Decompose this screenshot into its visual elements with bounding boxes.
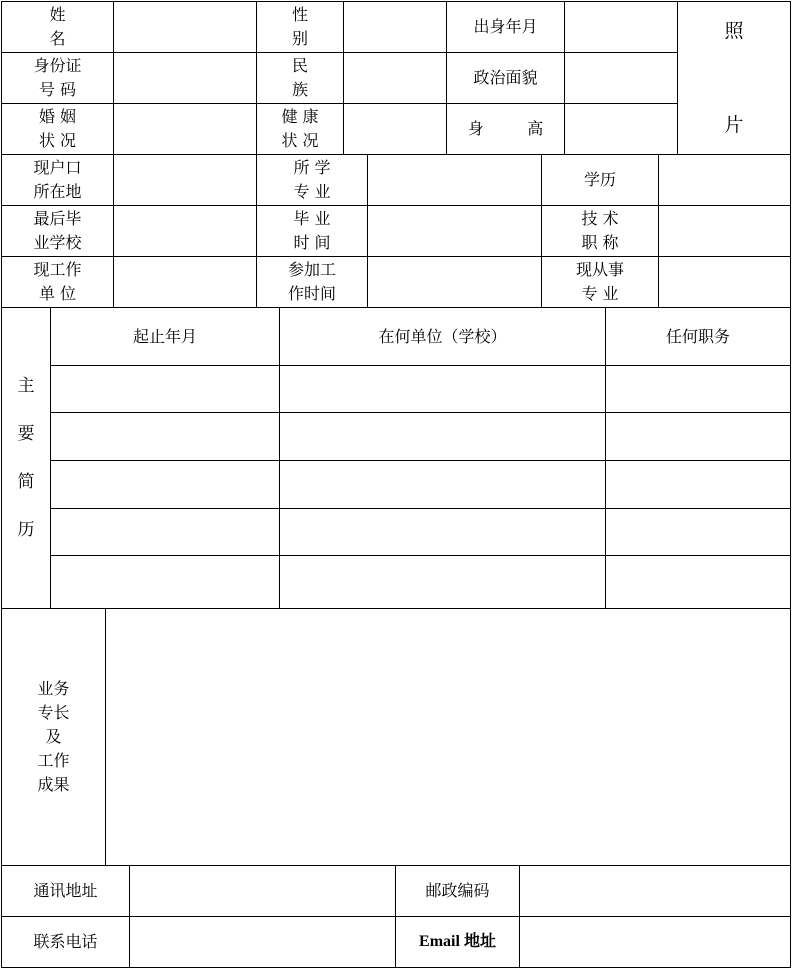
political-status-field[interactable] (564, 52, 678, 104)
political-status-label: 政治面貌 (446, 52, 565, 104)
photo-box[interactable]: 照 片 (677, 1, 791, 155)
height-label: 身 高 (446, 103, 565, 155)
school-label: 最后毕 业学校 (1, 205, 114, 257)
birth-label: 出身年月 (446, 1, 565, 53)
postcode-field[interactable] (519, 865, 791, 917)
resume-row-5-unit[interactable] (279, 555, 606, 609)
resume-row-1-unit[interactable] (279, 365, 606, 413)
technical-title-field[interactable] (658, 205, 791, 257)
resume-row-3-unit[interactable] (279, 460, 606, 509)
resume-row-4-position[interactable] (605, 508, 791, 556)
marital-status-label: 婚 姻 状 况 (1, 103, 114, 155)
address-label: 通讯地址 (1, 865, 130, 917)
hukou-label: 现户口 所在地 (1, 154, 114, 206)
phone-field[interactable] (129, 916, 396, 968)
employer-label: 现工作 单 位 (1, 256, 114, 308)
graduation-time-field[interactable] (367, 205, 542, 257)
education-label: 学历 (541, 154, 659, 206)
resume-row-5-position[interactable] (605, 555, 791, 609)
resume-section-label: 主 要 简 历 (1, 307, 51, 609)
current-major-field[interactable] (658, 256, 791, 308)
resume-row-3-period[interactable] (50, 460, 280, 509)
resume-row-4-unit[interactable] (279, 508, 606, 556)
id-number-label: 身份证 号 码 (1, 52, 114, 104)
resume-col-period: 起止年月 (50, 307, 280, 366)
resume-row-3-position[interactable] (605, 460, 791, 509)
resume-col-unit: 在何单位（学校） (279, 307, 606, 366)
resume-row-2-unit[interactable] (279, 412, 606, 461)
expertise-label: 业务 专长 及 工作 成果 (1, 608, 106, 866)
resume-row-1-period[interactable] (50, 365, 280, 413)
resume-row-4-period[interactable] (50, 508, 280, 556)
resume-row-5-period[interactable] (50, 555, 280, 609)
resume-row-2-period[interactable] (50, 412, 280, 461)
work-start-field[interactable] (367, 256, 542, 308)
resume-col-position: 任何职务 (605, 307, 791, 366)
gender-field[interactable] (343, 1, 447, 53)
gender-label: 性 别 (256, 1, 344, 53)
work-start-label: 参加工 作时间 (256, 256, 368, 308)
resume-row-1-position[interactable] (605, 365, 791, 413)
name-field[interactable] (113, 1, 257, 53)
major-field[interactable] (367, 154, 542, 206)
expertise-field[interactable] (105, 608, 791, 866)
education-field[interactable] (658, 154, 791, 206)
id-number-field[interactable] (113, 52, 257, 104)
employer-field[interactable] (113, 256, 257, 308)
phone-label: 联系电话 (1, 916, 130, 968)
health-label: 健 康 状 况 (256, 103, 344, 155)
graduation-time-label: 毕 业 时 间 (256, 205, 368, 257)
major-label: 所 学 专 业 (256, 154, 368, 206)
technical-title-label: 技 术 职 称 (541, 205, 659, 257)
name-label: 姓 名 (1, 1, 114, 53)
address-field[interactable] (129, 865, 396, 917)
birth-field[interactable] (564, 1, 678, 53)
current-major-label: 现从事 专 业 (541, 256, 659, 308)
ethnicity-field[interactable] (343, 52, 447, 104)
marital-status-field[interactable] (113, 103, 257, 155)
resume-row-2-position[interactable] (605, 412, 791, 461)
email-field[interactable] (519, 916, 791, 968)
height-field[interactable] (564, 103, 678, 155)
hukou-field[interactable] (113, 154, 257, 206)
school-field[interactable] (113, 205, 257, 257)
postcode-label: 邮政编码 (395, 865, 520, 917)
ethnicity-label: 民 族 (256, 52, 344, 104)
health-field[interactable] (343, 103, 447, 155)
email-label: Email 地址 (395, 916, 520, 968)
